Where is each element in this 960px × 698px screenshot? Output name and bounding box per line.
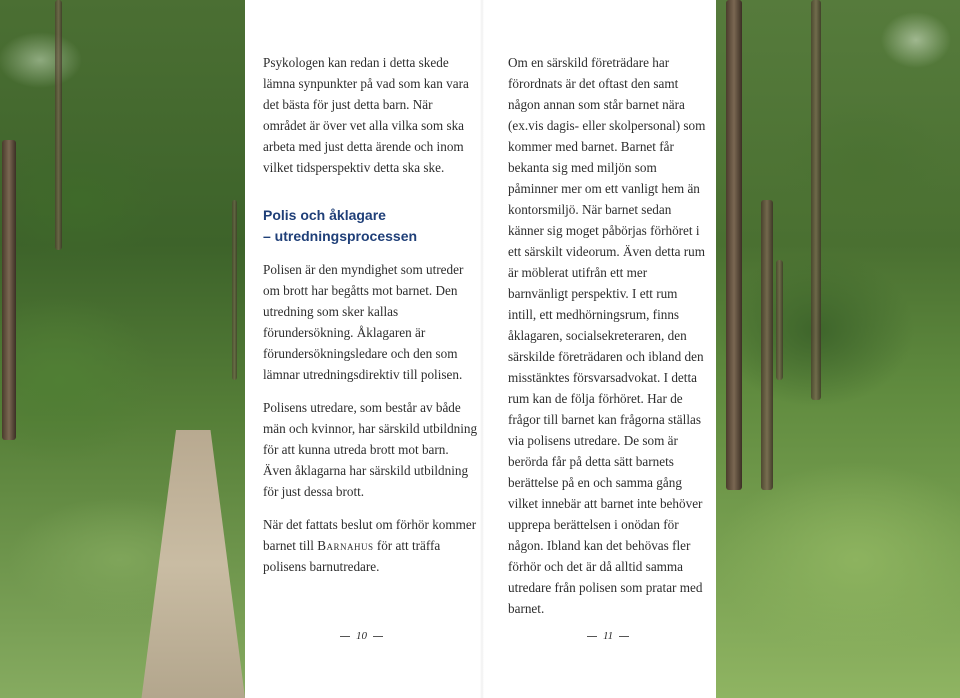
section-heading bbox=[263, 205, 478, 247]
tree-trunk bbox=[811, 0, 821, 400]
folio-rule bbox=[619, 636, 629, 637]
paragraph: Polisen är den myndighet som utreder om brott har begåtts mot barnet. Den utredning som sker kallas förundersökning. Åklagaren är förundersökningsledare och den som lämnar utredningsdirektiv till polisen. bbox=[263, 262, 464, 382]
left-text-column bbox=[263, 52, 478, 577]
heading-line: Polis och åklagare bbox=[263, 207, 386, 223]
paragraph bbox=[263, 514, 478, 577]
paragraph: Psykologen kan redan i detta skede lämna synpunkter på vad som kan vara det bästa för just detta barn. När området är över vet alla vilka som ska arbeta med just detta ärende och inom vilket tidsperspektiv detta ska ske. bbox=[263, 55, 469, 175]
tree-trunk bbox=[2, 140, 16, 440]
paragraph: Polisens utredare, som består av både män och kvinnor, har särskild utbildning för att kunna utreda brott mot barn. Även åklagarna har särskild utbildning för just dessa brott. bbox=[263, 400, 478, 499]
text-run: När det fattats beslut om förhör kommer barnet till bbox=[263, 517, 477, 553]
paragraph: Om en särskild företrädare har förordnats är det oftast den samt någon annan som står barnet nära (ex.vis dagis- eller skolpersonal) som kommer med barnet. Barnet får bekanta sig med miljön som påminner mer om ett vanligt hem än kontorsmiljö. När barnet sedan känner sig moget påbörjas förhöret i ett särskilt videorum. Även detta rum är möblerat utifrån ett mer barnvänligt perspektiv. I ett rum intill, ett medhörningsrum, finns åklagaren, socialsekreteraren, den särskilde företrädaren och ibland den misstänktes försvarsadvokat. I detta rum kan de följa förhöret. Har de frågor till barnet kan frågorna ställas via polisens utredare. De som är berörda får på detta sätt barnets berättelse på en och samma gång vilket innebär att barnet inte behöver upprepa berättelsen i onödan för någon. Ibland kan det behövas fler förhör och det är då alltid samma utredare från polisen som pratar med barnet. bbox=[508, 55, 706, 616]
page-number-right bbox=[587, 630, 629, 642]
right-text-column bbox=[508, 52, 708, 619]
folio-rule bbox=[587, 636, 597, 637]
page-number-left bbox=[340, 630, 383, 642]
tree-trunk bbox=[232, 200, 237, 380]
dirt-path bbox=[130, 430, 245, 698]
forest-photo-right bbox=[716, 0, 960, 698]
tree-trunk bbox=[761, 200, 773, 490]
heading-line: – utredningsprocessen bbox=[263, 228, 418, 244]
text-run: för att träffa polisens barnutredare. bbox=[263, 538, 441, 574]
tree-trunk bbox=[776, 260, 783, 380]
tree-trunk bbox=[726, 0, 742, 490]
forest-photo-left bbox=[0, 0, 245, 698]
page-gutter bbox=[480, 0, 484, 698]
page-number: 11 bbox=[603, 630, 614, 642]
tree-trunk bbox=[55, 0, 62, 250]
folio-rule bbox=[340, 636, 350, 637]
barnahus-term: Barnahus bbox=[317, 538, 374, 553]
folio-rule bbox=[373, 636, 383, 637]
page-number: 10 bbox=[356, 630, 367, 642]
